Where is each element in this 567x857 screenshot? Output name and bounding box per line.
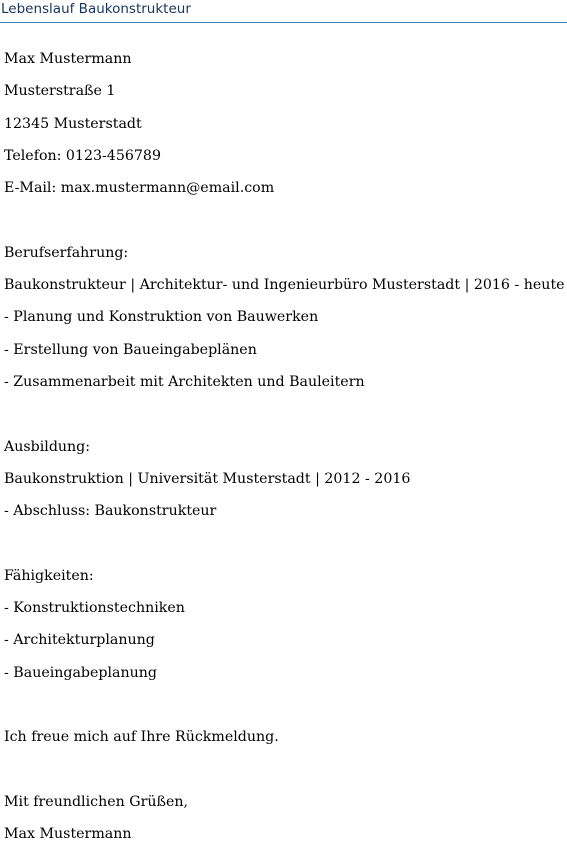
contact-street: Musterstraße 1	[4, 83, 116, 100]
spacer	[4, 534, 564, 566]
signature-name: Max Mustermann	[4, 826, 132, 843]
closing-greeting: Mit freundlichen Grüßen,	[4, 793, 189, 810]
closing-text: Ich freue mich auf Ihre Rückmeldung.	[4, 729, 279, 746]
skills-item: - Baueingabeplanung	[4, 664, 157, 681]
experience-item: - Erstellung von Baueingabeplänen	[4, 341, 257, 358]
contact-email: E-Mail: max.mustermann@email.com	[4, 180, 275, 197]
skills-item: - Architekturplanung	[4, 632, 155, 649]
spacer	[4, 696, 564, 728]
contact-city: 12345 Musterstadt	[4, 115, 142, 132]
education-entry: Baukonstruktion | Universität Musterstadt | 2012 - 2016	[4, 470, 411, 487]
skills-item: - Konstruktionstechniken	[4, 600, 185, 617]
experience-position: Baukonstrukteur | Architektur- und Ingenieurbüro Musterstadt | 2016 - heute	[4, 277, 565, 294]
experience-item: - Zusammenarbeit mit Architekten und Bauleitern	[4, 373, 365, 390]
education-heading: Ausbildung:	[4, 438, 91, 455]
contact-phone: Telefon: 0123-456789	[4, 147, 161, 164]
spacer	[4, 761, 564, 793]
document-title: Lebenslauf Baukonstrukteur	[1, 1, 191, 17]
resume-body	[4, 50, 564, 857]
experience-item: - Planung und Konstruktion von Bauwerken	[4, 309, 319, 326]
spacer	[4, 211, 564, 243]
page-header	[0, 0, 567, 23]
education-item: - Abschluss: Baukonstrukteur	[4, 503, 217, 520]
spacer	[4, 405, 564, 437]
contact-name: Max Mustermann	[4, 51, 132, 67]
skills-heading: Fähigkeiten:	[4, 567, 94, 584]
experience-heading: Berufserfahrung:	[4, 244, 129, 261]
